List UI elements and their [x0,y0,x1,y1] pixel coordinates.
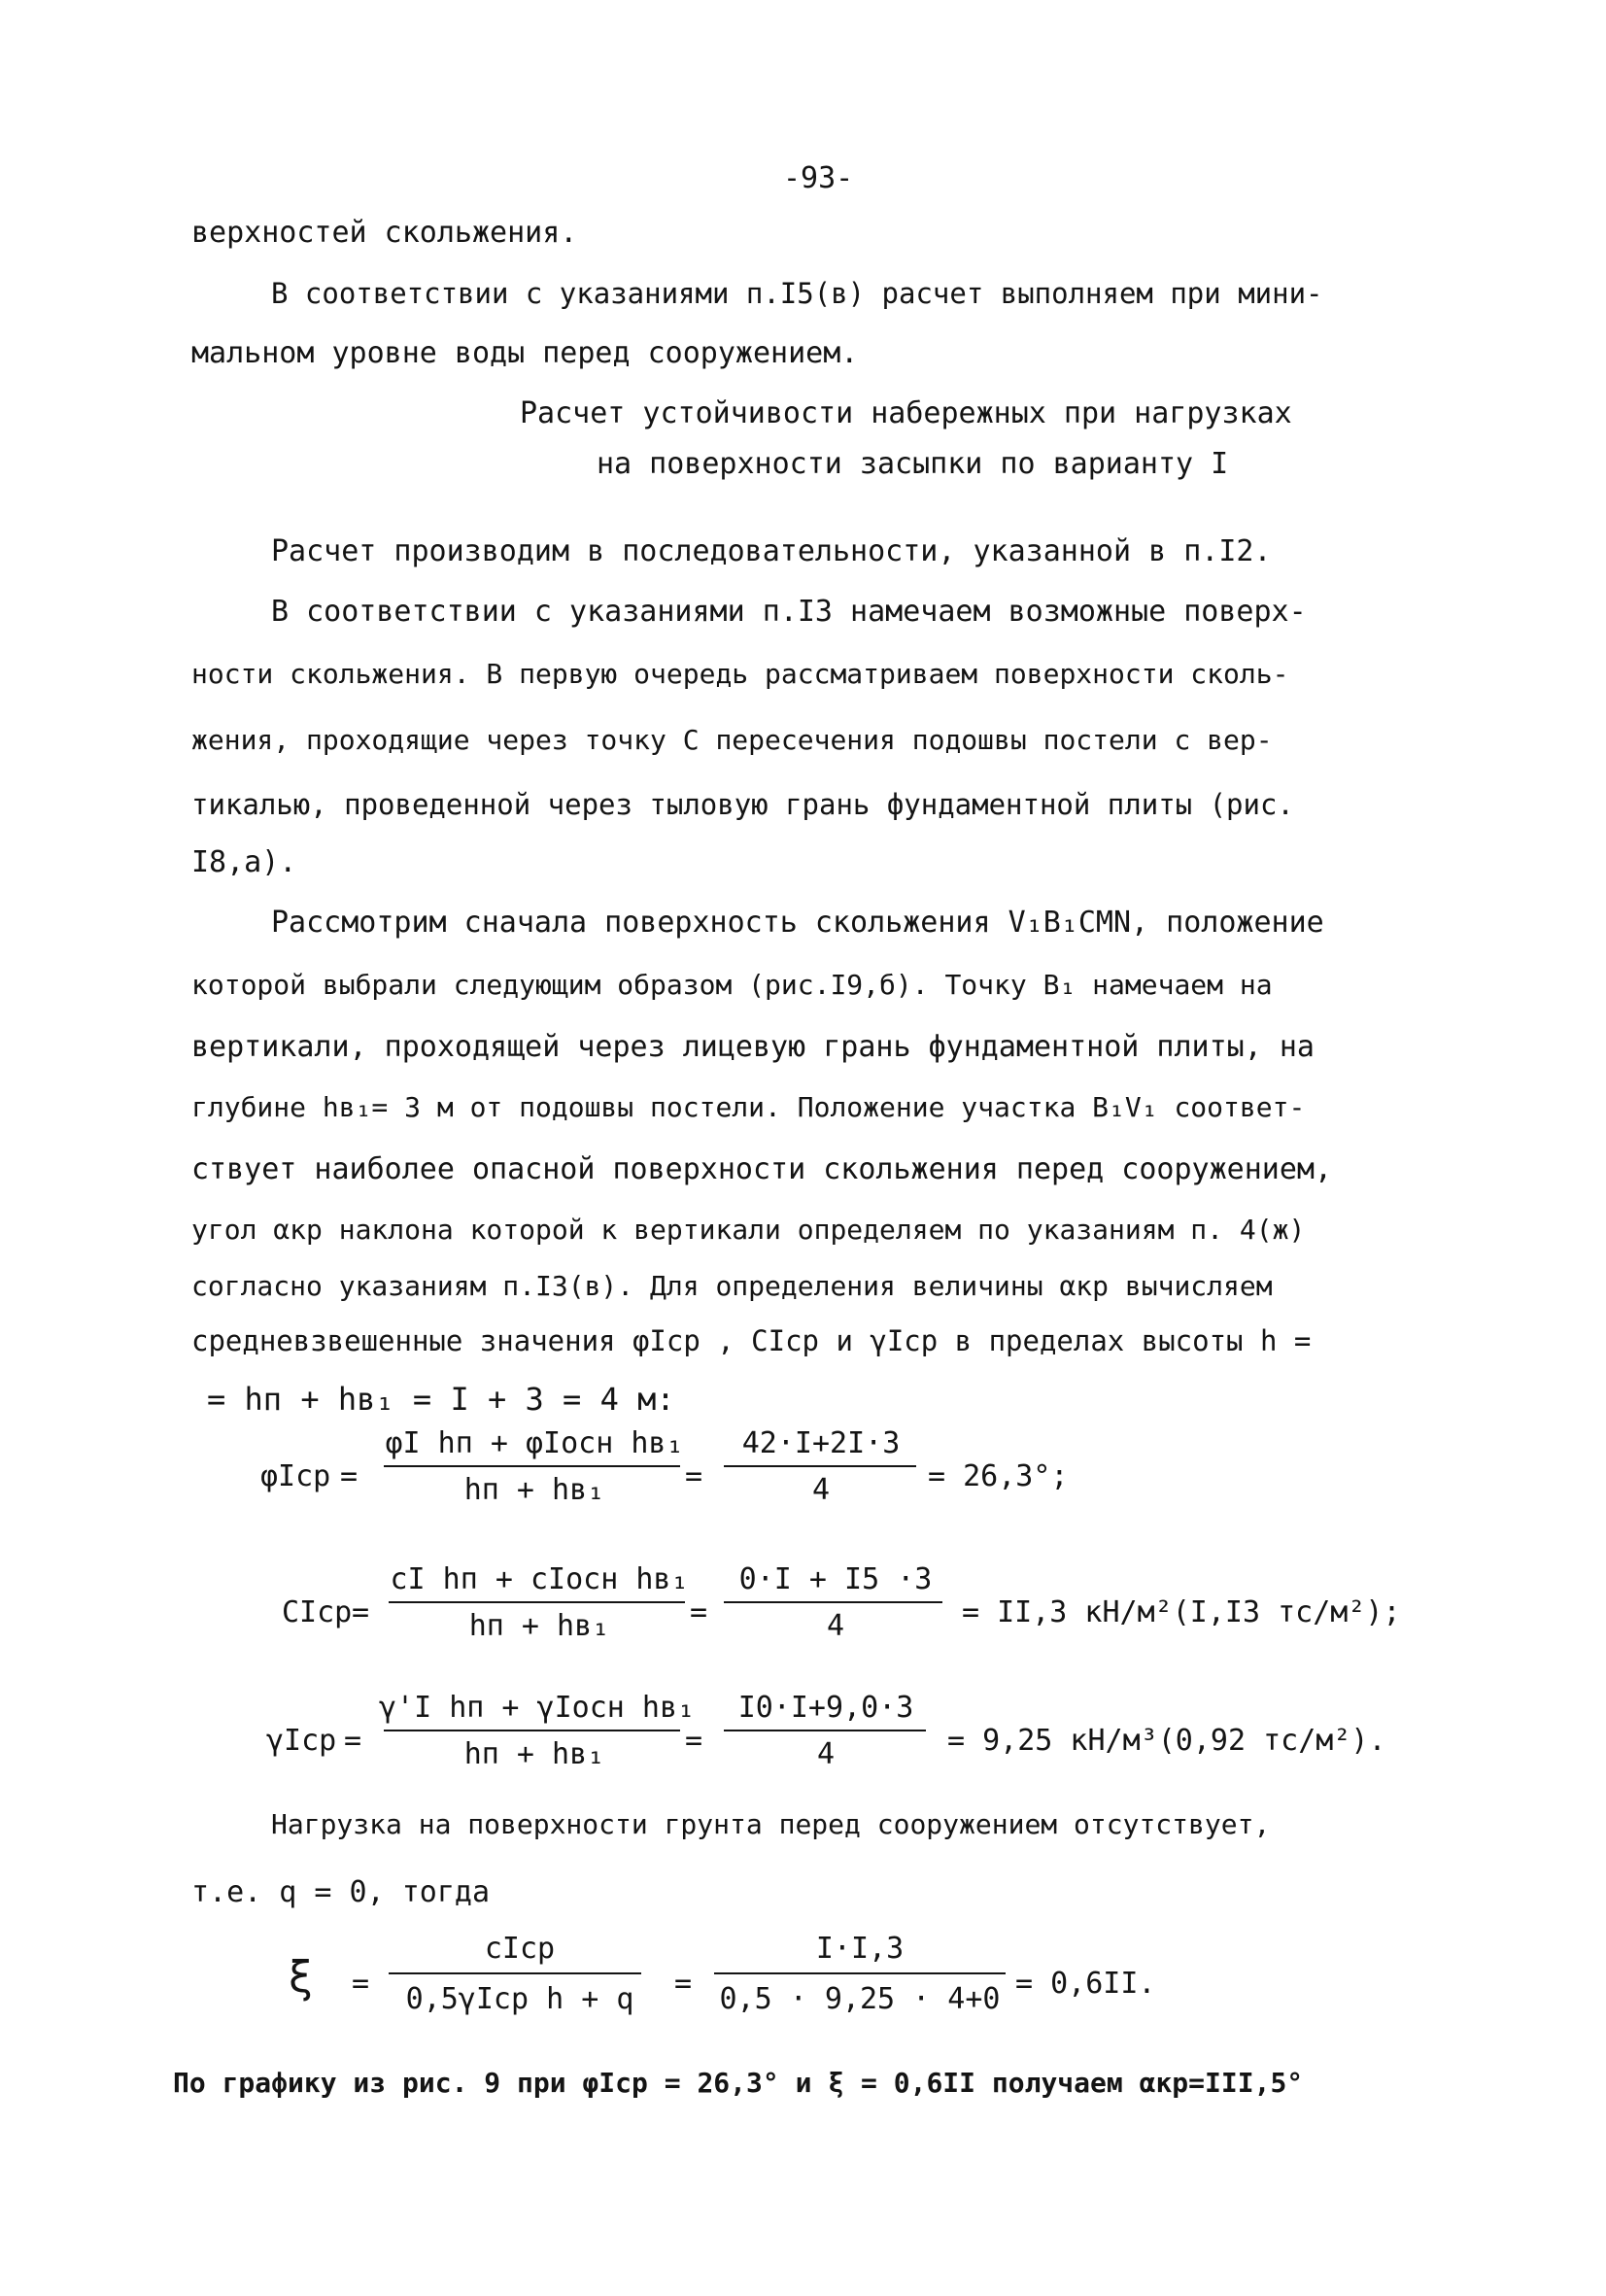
fraction-numerator: φI hп + φIосн hв₁ [385,1426,684,1460]
section-heading: Расчет устойчивости набережных при нагрузках [520,396,1292,430]
fraction-numerator: 42·I+2I·3 [741,1426,901,1460]
equation-result: = 9,25 кН/м³(0,92 тс/м²). [947,1724,1386,1758]
text-line: Рассмотрим сначала поверхность скольжения V₁B₁CMN, положение [271,906,1324,940]
text-line: т.е. q = 0, тогда [191,1875,491,1909]
text-line: средневзвешенные значения φIср , CIср и γIср в пределах высоты h = [191,1324,1312,1357]
fraction-bar [389,1601,685,1603]
equals-sign: = [685,1724,703,1758]
fraction-denominator: 0,5 · 9,25 · 4+0 [719,1982,1001,2016]
text-line: По графику из рис. 9 при φIср = 26,3° и ξ = 0,6II получаем αкр=III,5° [173,2067,1304,2099]
equals-sign: = [340,1459,359,1493]
fraction-bar [384,1465,680,1467]
fraction-bar [724,1465,916,1467]
equals-sign: = [344,1724,362,1758]
equation-lhs: γIср [266,1724,337,1758]
text-line: Расчет производим в последовательности, указанной в п.I2. [271,534,1272,568]
text-line: мальном уровне воды перед сооружением. [191,336,859,370]
fraction-bar [384,1730,680,1731]
equation-result: = II,3 кН/м²(I,I3 тс/м²); [962,1595,1401,1629]
text-line: жения, проходящие через точку С пересечения подошвы постели с вер- [191,724,1273,756]
text-line: согласно указаниям п.I3(в). Для определения величины αкр вычисляем [191,1270,1273,1302]
text-line: В соответствии с указаниями п.I3 намечаем возможные поверх- [271,595,1307,629]
fraction-denominator: 4 [811,1473,831,1507]
equals-sign: = [674,1967,693,2001]
equation-lhs: φIср [260,1459,331,1493]
text-line: угол αкр наклона которой к вертикали определяем по указаниям п. 4(ж) [191,1214,1306,1246]
equals-sign: = [685,1459,703,1493]
equals-sign: = [352,1595,370,1629]
text-line: В соответствии с указаниями п.I5(в) расчет выполняем при мини- [271,277,1323,310]
fraction-numerator: γ'I hп + γIосн hв₁ [379,1691,696,1725]
text-line: Нагрузка на поверхности грунта перед сооружением отсутствует, [271,1808,1271,1840]
fraction-numerator: cI hп + cIосн hв₁ [390,1562,689,1596]
fraction-denominator: 0,5γIср h + q [405,1982,634,2016]
fraction-denominator: hп + hв₁ [463,1737,605,1771]
text-line: глубине hв₁= 3 м от подошвы постели. Положение участка B₁V₁ соответ- [191,1091,1306,1123]
fraction-denominator: hп + hв₁ [468,1609,610,1643]
fraction-denominator: 4 [816,1737,836,1771]
text-line: = hп + hв₁ = I + 3 = 4 м: [207,1381,675,1418]
equation-result: = 26,3°; [928,1459,1069,1493]
page-number: -93- [783,161,854,195]
fraction-bar [714,1972,1006,1974]
text-line: вертикали, проходящей через лицевую грань фундаментной плиты, на [191,1030,1315,1064]
section-heading: на поверхности засыпки по варианту I [597,447,1229,481]
fraction-denominator: hп + hв₁ [463,1473,605,1507]
text-line: которой выбрали следующим образом (рис.I9,б). Точку B₁ намечаем на [191,969,1273,1001]
fraction-bar [389,1972,641,1974]
text-line: ности скольжения. В первую очередь рассматриваем поверхности сколь- [191,658,1289,690]
fraction-numerator: 0·I + I5 ·3 [738,1562,933,1596]
text-line: I8,а). [191,845,297,879]
fraction-bar [724,1601,942,1603]
equals-sign: = [690,1595,708,1629]
fraction-numerator: I0·I+9,0·3 [737,1691,914,1725]
fraction-numerator: I·I,3 [815,1932,905,1966]
equation-result: = 0,6II. [1015,1967,1156,2001]
equals-sign: = [352,1967,370,2001]
fraction-denominator: 4 [826,1609,845,1643]
equation-lhs: ξ [288,1953,314,2003]
text-line: верхностей скольжения. [191,216,578,250]
fraction-numerator: cIср [484,1932,556,1966]
text-line: тикалью, проведенной через тыловую грань фундаментной плиты (рис. [191,788,1294,821]
equation-lhs: CIср [282,1595,353,1629]
text-line: ствует наиболее опасной поверхности скольжения перед сооружением, [191,1152,1332,1186]
fraction-bar [724,1730,926,1731]
